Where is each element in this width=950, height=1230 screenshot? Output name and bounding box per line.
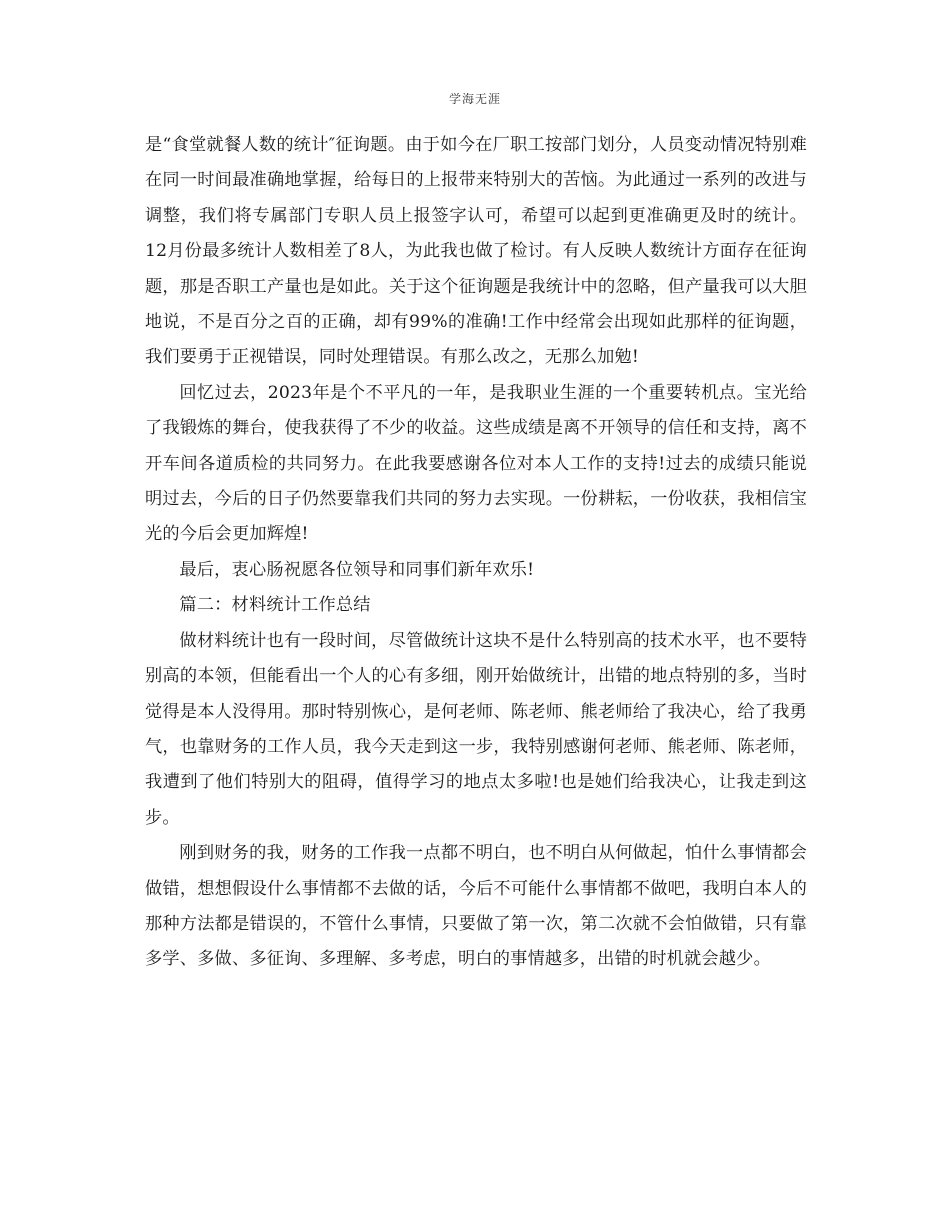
section-heading: 篇二：材料统计工作总结 <box>179 595 371 616</box>
paragraph-closing-wishes: 最后，衷心肠祝愿各位领导和同事们新年欢乐! <box>179 559 535 580</box>
paragraph-continuation: 是“食堂就餐人数的统计″征询题。由于如今在厂职工按部门划分，人员变动情况特别难在同一时间最准确地掌握，给每日的上报带来特别大的苦恼。为此通过一系列的改进与调整，我们将专属部门专职人员上报签字认可，希望可以起到更准确更及时的统计。12月份最多统计人数相差了8人，为此我也做了检讨。有人反映人数统计方面存在征询题，那是否职工产量也是如此。关于这个征询题是我统计中的忽略，但产量我可以大胆地说，不是百分之百的正确，却有99%的准确!工作中经常会出现如此那样的征询题，我们要勇于正视错误，同时处理错误。有那么改之，无那么加勉! <box>145 135 807 368</box>
paragraph-material-stats: 做材料统计也有一段时间，尽管做统计这块不是什么特别高的技术水平，也不要特别高的本领，但能看出一个人的心有多细，刚开始做统计，出错的地点特别的多，当时觉得是本人没得用。那时特别恢心，是何老师、陈老师、熊老师给了我决心，给了我勇气，也靠财务的工作人员，我今天走到这一步，我特别感谢何老师、熊老师、陈老师，我遭到了他们特别大的阻碍，值得学习的地点太多啦!也是她们给我决心，让我走到这步。 <box>145 630 807 828</box>
paragraph-finance-start: 刚到财务的我，财务的工作我一点都不明白，也不明白从何做起，怕什么事情都会做错，想想假设什么事情都不去做的话，今后不可能什么事情都不做吧，我明白本人的那种方法都是错误的，不管什么事情，只要做了第一次，第二次就不会怕做错，只有靠多学、多做、多征询、多理解、多考虑，明白的事情越多，出错的时机就会越少。 <box>145 843 807 970</box>
page-header: 学海无涯 <box>448 92 501 106</box>
paragraph-review: 回忆过去，2023年是个不平凡的一年，是我职业生涯的一个重要转机点。宝光给了我锻炼的舞台，使我获得了不少的收益。这些成绩是离不开领导的信任和支持，离不开车间各道质检的共同努力。在此我要感谢各位对本人工作的支持!过去的成绩只能说明过去，今后的日子仍然要靠我们共同的努力去实现。一份耕耘，一份收获，我相信宝光的今后会更加辉煌! <box>145 382 807 545</box>
document-body <box>145 128 807 978</box>
